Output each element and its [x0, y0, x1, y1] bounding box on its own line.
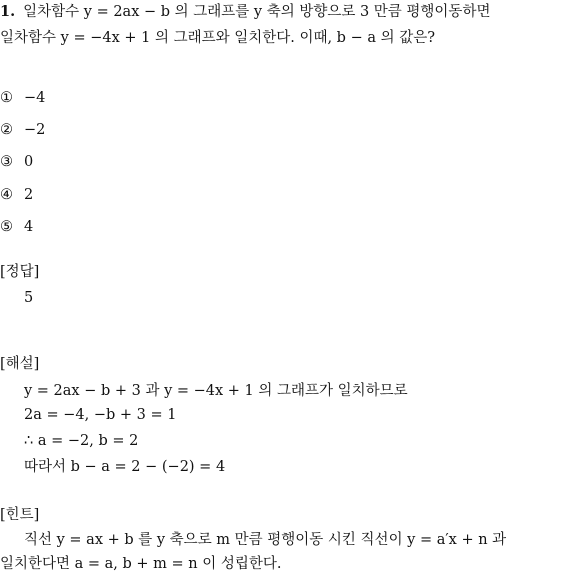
choice-marker: ③: [0, 154, 13, 170]
choice-marker: ⑤: [0, 219, 13, 235]
question-line-2: [0, 28, 435, 48]
choice-marker: ②: [0, 122, 13, 138]
hint-header: [힌트]: [0, 507, 40, 523]
question-text-2: 일차함수 y = −4x + 1 의 그래프와 일치한다. 이때, b − a 의 값은?: [0, 30, 435, 46]
question-text-1: 일차함수 y = 2ax − b 의 그래프를 y 축의 방향으로 3 만큼 평행이동하면: [23, 4, 491, 20]
question-number: 1.: [0, 3, 16, 20]
answer-value: 5: [24, 290, 34, 306]
explanation-header: [해설]: [0, 356, 40, 372]
answer-header: [정답]: [0, 264, 40, 280]
explanation-line-1: y = 2ax − b + 3 과 y = −4x + 1 의 그래프가 일치하므로: [24, 383, 408, 399]
choice-value: 4: [24, 219, 34, 235]
hint-line-2: 일치한다면 a = a, b + m = n 이 성립한다.: [0, 556, 282, 572]
choice-2[interactable]: [0, 120, 45, 140]
explanation-line-2: 2a = −4, −b + 3 = 1: [24, 407, 177, 423]
hint-line-1: 직선 y = ax + b 를 y 축으로 m 만큼 평행이동 시킨 직선이 y = a′x + n 과: [24, 532, 507, 548]
choice-value: 0: [24, 154, 34, 170]
choice-5[interactable]: [0, 217, 33, 237]
explanation-line-3: ∴ a = −2, b = 2: [24, 433, 139, 449]
question-line-1: [0, 2, 490, 22]
choice-value: −2: [24, 122, 46, 138]
choice-value: 2: [24, 187, 34, 203]
choice-value: −4: [24, 90, 46, 106]
choice-1[interactable]: [0, 88, 45, 108]
choice-3[interactable]: [0, 152, 33, 172]
choice-4[interactable]: [0, 185, 33, 205]
choice-marker: ①: [0, 90, 13, 106]
choice-marker: ④: [0, 187, 13, 203]
explanation-line-4: 따라서 b − a = 2 − (−2) = 4: [24, 459, 226, 475]
